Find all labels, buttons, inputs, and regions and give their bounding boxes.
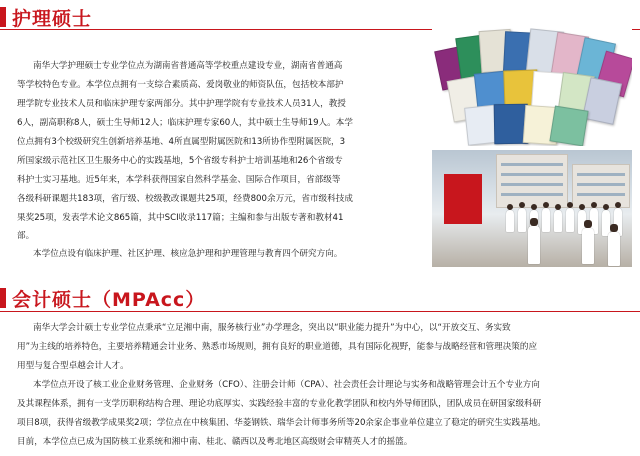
paragraph-line: 果奖25项，发表学术论文865篇，其中SCI收录117篇；主编和参与出版专著和教材41 [17,213,344,223]
paragraph-line: 各级科研课题共183项，省厅级、校级教改课题共25项，经费800余万元，省市级科技成 [17,194,353,204]
paragraph-line: 及其课程体系，拥有一支学历职称结构合理、理论功底厚实、实践经验丰富的专业化教学团队和校内外导师团队，团队成员在研国家级科研 [17,399,542,409]
paragraph-line: 位点拥有3个校级研究生创新培养基地、4所直属型附属医院和13所协作型附属医院，3 [17,137,346,147]
journals-photo [432,28,632,146]
paragraph-line: 部。 [17,231,35,241]
paragraph-line: 南华大学会计硕士专业学位点秉承“立足湘中南，服务核行业”办学理念，突出以“职业能力提升”为中心，以“开放交互、务实致 [33,323,511,333]
section-title-nursing: 护理硕士 [12,7,93,30]
paragraph-line: 用”为主线的培养特色，主要培养精通会计业务、熟悉市场规则，拥有良好的职业道德，具有国际化视野，能参与战略经营和管理决策的应 [17,342,538,352]
paragraph-line: 本学位点开设了核工业企业财务管理、企业财务（CFO）、注册会计师（CPA）、社会责任会计理论与实务和战略管理会计五个专业方向 [33,380,540,390]
nurses-ceremony-photo [432,150,632,267]
section-header-nursing [0,6,92,28]
section-marker [0,288,6,308]
paragraph-line: 本学位点设有临床护理、社区护理、核应急护理和护理管理与教育四个研究方向。 [33,249,343,259]
red-banner [444,174,482,224]
section-marker [0,7,6,27]
section-header-accounting [0,287,205,309]
section-divider [0,311,640,312]
paragraph-line: 南华大学护理硕士专业学位点为湖南省普通高等学校重点建设专业，湖南省普通高 [33,61,343,71]
paragraph-line: 项目8项，获得省级教学成果奖2项；学位点在中核集团、华菱钢铁、瑞华会计师事务所等20余家企事业单位建立了稳定的研究生实践基地。 [17,418,546,428]
paragraph-line: 用型与复合型卓越会计人才。 [17,361,129,371]
paragraph-line: 理学院专业技术人员和临床护理专家两部分。其中护理学院有专业技术人员31人，教授 [17,99,346,109]
section-title-accounting: 会计硕士（MPAcc） [12,288,206,311]
paragraph-line: 6人，副高职称8人，硕士生导师12人；临床护理专家60人，其中硕士生导师19人。本学 [17,118,353,128]
paragraph-line: 等学校特色专业。本学位点拥有一支综合素质高、爱岗敬业的师资队伍，包括校本部护 [17,80,344,90]
paragraph-line: 所国家级示范社区卫生服务中心的实践基地，5个省级专科护士培训基地和26个省级专 [17,156,343,166]
paragraph-line: 科护士实习基地。近5年来，本学科获得国家自然科学基金、国际合作项目，省部级等 [17,175,341,185]
paragraph-line: 目前，本学位点已成为国防核工业系统和湘中南、桂北、赣西以及粤北地区高级财会审精英人才的摇篮。 [17,437,413,447]
